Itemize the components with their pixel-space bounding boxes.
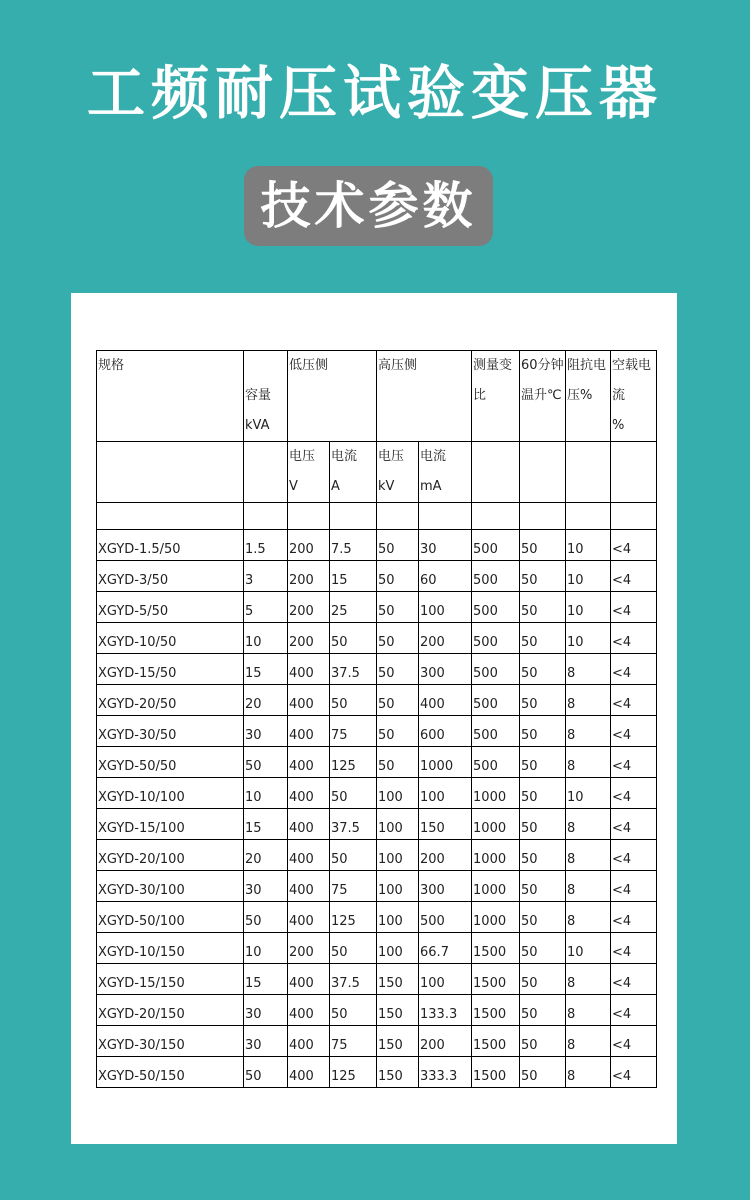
table-cell: 50: [520, 685, 566, 716]
table-row: [97, 561, 657, 592]
table-cell: 50: [520, 1026, 566, 1057]
table-cell: 75: [330, 716, 377, 747]
header-capacity: 容量 kVA: [244, 351, 288, 442]
subheader-low-current: 电流 A: [330, 442, 377, 503]
table-cell: 50: [520, 623, 566, 654]
table-cell: 50: [330, 840, 377, 871]
spec-panel: [71, 293, 677, 1144]
table-cell: 133.3: [419, 995, 472, 1026]
table-cell: 100: [419, 778, 472, 809]
table-cell: <4: [611, 747, 657, 778]
table-cell: 300: [419, 871, 472, 902]
table-row: [97, 592, 657, 623]
table-cell: 50: [330, 995, 377, 1026]
table-row: [97, 530, 657, 561]
table-cell: <4: [611, 561, 657, 592]
table-cell: 125: [330, 1057, 377, 1088]
table-cell: XGYD-5/50: [97, 592, 244, 623]
header-temp: 60分钟 温升℃: [520, 351, 566, 442]
header-row: [97, 351, 657, 442]
table-cell: XGYD-15/50: [97, 654, 244, 685]
table-cell: 400: [288, 1057, 330, 1088]
table-cell: 1500: [472, 964, 520, 995]
table-cell: <4: [611, 933, 657, 964]
table-cell: <4: [611, 871, 657, 902]
table-cell: 150: [377, 995, 419, 1026]
table-cell: 8: [566, 995, 611, 1026]
table-cell: 100: [419, 964, 472, 995]
table-cell: XGYD-3/50: [97, 561, 244, 592]
table-cell: 500: [472, 654, 520, 685]
table-cell: 30: [419, 530, 472, 561]
table-cell: 500: [472, 747, 520, 778]
table-cell: 200: [288, 530, 330, 561]
table-cell: XGYD-1.5/50: [97, 530, 244, 561]
table-cell: XGYD-10/150: [97, 933, 244, 964]
table-cell: 8: [566, 654, 611, 685]
table-cell: 400: [288, 716, 330, 747]
header-spec: 规格: [97, 351, 244, 442]
table-cell: 400: [288, 747, 330, 778]
table-cell: 50: [520, 964, 566, 995]
table-cell: 50: [377, 685, 419, 716]
table-cell: XGYD-10/100: [97, 778, 244, 809]
table-cell: 50: [520, 871, 566, 902]
table-cell: 8: [566, 747, 611, 778]
table-cell: 400: [419, 685, 472, 716]
table-cell: 1500: [472, 1026, 520, 1057]
table-cell: 50: [377, 716, 419, 747]
table-cell: XGYD-50/150: [97, 1057, 244, 1088]
table-cell: 500: [472, 716, 520, 747]
table-cell: 100: [377, 871, 419, 902]
table-cell: XGYD-50/50: [97, 747, 244, 778]
blank-row: [97, 503, 657, 530]
spec-table: [96, 350, 657, 1088]
table-cell: XGYD-30/100: [97, 871, 244, 902]
table-cell: 8: [566, 902, 611, 933]
table-cell: 8: [566, 685, 611, 716]
table-cell: 200: [288, 561, 330, 592]
data-rows: [97, 530, 657, 1088]
table-cell: <4: [611, 809, 657, 840]
table-cell: 100: [377, 933, 419, 964]
table-cell: 50: [520, 592, 566, 623]
table-cell: 500: [472, 561, 520, 592]
table-cell: 50: [244, 1057, 288, 1088]
table-row: [97, 1057, 657, 1088]
table-cell: 150: [377, 1026, 419, 1057]
table-cell: XGYD-15/100: [97, 809, 244, 840]
table-cell: 50: [520, 902, 566, 933]
table-cell: 50: [330, 623, 377, 654]
table-cell: XGYD-30/50: [97, 716, 244, 747]
table-cell: XGYD-15/150: [97, 964, 244, 995]
table-cell: 25: [330, 592, 377, 623]
table-cell: 10: [566, 623, 611, 654]
table-row: [97, 933, 657, 964]
table-row: [97, 654, 657, 685]
table-row: [97, 1026, 657, 1057]
table-cell: 400: [288, 871, 330, 902]
header-ratio: 测量变 比: [472, 351, 520, 442]
table-cell: 50: [244, 902, 288, 933]
table-cell: 500: [472, 530, 520, 561]
table-cell: 50: [520, 840, 566, 871]
table-cell: <4: [611, 1057, 657, 1088]
table-cell: XGYD-50/100: [97, 902, 244, 933]
table-cell: 8: [566, 871, 611, 902]
table-cell: 10: [244, 778, 288, 809]
table-cell: 100: [377, 902, 419, 933]
section-subtitle: 技术参数: [244, 166, 493, 246]
table-cell: 100: [377, 809, 419, 840]
table-cell: 400: [288, 902, 330, 933]
table-cell: 30: [244, 716, 288, 747]
table-cell: 50: [244, 747, 288, 778]
table-cell: 50: [520, 809, 566, 840]
table-cell: 200: [419, 1026, 472, 1057]
header-low-side: 低压侧: [288, 351, 377, 442]
table-cell: 500: [472, 592, 520, 623]
table-cell: 400: [288, 685, 330, 716]
subheader-row: [97, 442, 657, 503]
table-cell: 300: [419, 654, 472, 685]
table-cell: 600: [419, 716, 472, 747]
table-cell: 50: [330, 778, 377, 809]
table-cell: 100: [419, 592, 472, 623]
table-row: [97, 995, 657, 1026]
table-cell: <4: [611, 964, 657, 995]
table-cell: 50: [520, 747, 566, 778]
table-row: [97, 902, 657, 933]
table-cell: 1500: [472, 1057, 520, 1088]
table-cell: 400: [288, 964, 330, 995]
table-cell: 50: [520, 1057, 566, 1088]
table-cell: 100: [377, 840, 419, 871]
table-cell: 400: [288, 778, 330, 809]
table-cell: 400: [288, 995, 330, 1026]
header-noload: 空载电 流 %: [611, 351, 657, 442]
table-cell: 50: [377, 561, 419, 592]
table-cell: 200: [288, 933, 330, 964]
table-cell: 75: [330, 871, 377, 902]
table-cell: 400: [288, 1026, 330, 1057]
table-cell: 50: [520, 995, 566, 1026]
table-cell: 37.5: [330, 809, 377, 840]
table-row: [97, 964, 657, 995]
table-cell: 30: [244, 871, 288, 902]
table-cell: 50: [377, 530, 419, 561]
table-cell: 400: [288, 840, 330, 871]
table-cell: 150: [419, 809, 472, 840]
table-cell: 10: [244, 933, 288, 964]
table-cell: XGYD-20/100: [97, 840, 244, 871]
subheader-low-voltage: 电压 V: [288, 442, 330, 503]
table-cell: 8: [566, 716, 611, 747]
table-cell: 50: [520, 716, 566, 747]
table-cell: 50: [377, 747, 419, 778]
table-cell: 100: [377, 778, 419, 809]
table-cell: 37.5: [330, 964, 377, 995]
table-cell: 200: [288, 623, 330, 654]
subheader-high-current: 电流 mA: [419, 442, 472, 503]
table-cell: 1000: [472, 778, 520, 809]
table-cell: 50: [520, 561, 566, 592]
table-cell: 30: [244, 995, 288, 1026]
table-cell: 8: [566, 1026, 611, 1057]
table-cell: 3: [244, 561, 288, 592]
table-cell: 8: [566, 840, 611, 871]
table-cell: 400: [288, 654, 330, 685]
table-row: [97, 747, 657, 778]
table-cell: 7.5: [330, 530, 377, 561]
table-cell: 10: [566, 933, 611, 964]
table-cell: 66.7: [419, 933, 472, 964]
table-cell: 50: [377, 623, 419, 654]
table-cell: 1000: [472, 902, 520, 933]
table-cell: 50: [520, 530, 566, 561]
table-cell: 10: [566, 778, 611, 809]
table-row: [97, 840, 657, 871]
table-cell: 50: [520, 933, 566, 964]
table-cell: 15: [244, 809, 288, 840]
table-row: [97, 809, 657, 840]
header-high-side: 高压侧: [377, 351, 472, 442]
table-cell: 75: [330, 1026, 377, 1057]
table-cell: XGYD-10/50: [97, 623, 244, 654]
table-cell: 8: [566, 964, 611, 995]
table-cell: 150: [377, 964, 419, 995]
table-cell: 1000: [472, 871, 520, 902]
table-cell: 1000: [419, 747, 472, 778]
table-cell: 37.5: [330, 654, 377, 685]
table-cell: 20: [244, 840, 288, 871]
page-title: 工频耐压试验变压器: [86, 59, 663, 127]
table-cell: <4: [611, 995, 657, 1026]
table-cell: <4: [611, 654, 657, 685]
table-cell: 30: [244, 1026, 288, 1057]
table-cell: <4: [611, 902, 657, 933]
table-cell: XGYD-30/150: [97, 1026, 244, 1057]
table-cell: XGYD-20/50: [97, 685, 244, 716]
table-cell: 15: [244, 964, 288, 995]
table-row: [97, 716, 657, 747]
table-cell: 1500: [472, 933, 520, 964]
table-cell: 50: [377, 592, 419, 623]
table-row: [97, 871, 657, 902]
table-cell: 5: [244, 592, 288, 623]
subheader-high-voltage: 电压 kV: [377, 442, 419, 503]
table-row: [97, 685, 657, 716]
table-cell: <4: [611, 623, 657, 654]
table-row: [97, 623, 657, 654]
table-cell: <4: [611, 685, 657, 716]
table-row: [97, 778, 657, 809]
table-cell: 20: [244, 685, 288, 716]
table-cell: <4: [611, 716, 657, 747]
table-cell: 125: [330, 902, 377, 933]
table-cell: 200: [419, 623, 472, 654]
table-cell: 50: [520, 778, 566, 809]
table-cell: 125: [330, 747, 377, 778]
table-cell: <4: [611, 592, 657, 623]
table-cell: <4: [611, 530, 657, 561]
table-cell: 15: [244, 654, 288, 685]
table-cell: 1000: [472, 809, 520, 840]
table-cell: <4: [611, 1026, 657, 1057]
table-cell: 1.5: [244, 530, 288, 561]
table-cell: 1000: [472, 840, 520, 871]
table-cell: 50: [330, 933, 377, 964]
table-cell: 500: [419, 902, 472, 933]
table-cell: 15: [330, 561, 377, 592]
table-cell: 10: [566, 530, 611, 561]
table-cell: <4: [611, 778, 657, 809]
table-cell: 8: [566, 809, 611, 840]
table-cell: 10: [244, 623, 288, 654]
table-cell: 500: [472, 623, 520, 654]
table-cell: 150: [377, 1057, 419, 1088]
table-cell: 50: [330, 685, 377, 716]
table-cell: XGYD-20/150: [97, 995, 244, 1026]
table-cell: 500: [472, 685, 520, 716]
table-cell: 8: [566, 1057, 611, 1088]
table-cell: 10: [566, 561, 611, 592]
table-cell: 10: [566, 592, 611, 623]
table-cell: 50: [520, 654, 566, 685]
table-cell: 200: [419, 840, 472, 871]
table-cell: 400: [288, 809, 330, 840]
table-cell: 1500: [472, 995, 520, 1026]
table-cell: 333.3: [419, 1057, 472, 1088]
header-impedance: 阻抗电 压%: [566, 351, 611, 442]
table-cell: 50: [377, 654, 419, 685]
table-cell: 60: [419, 561, 472, 592]
table-cell: <4: [611, 840, 657, 871]
table-cell: 200: [288, 592, 330, 623]
